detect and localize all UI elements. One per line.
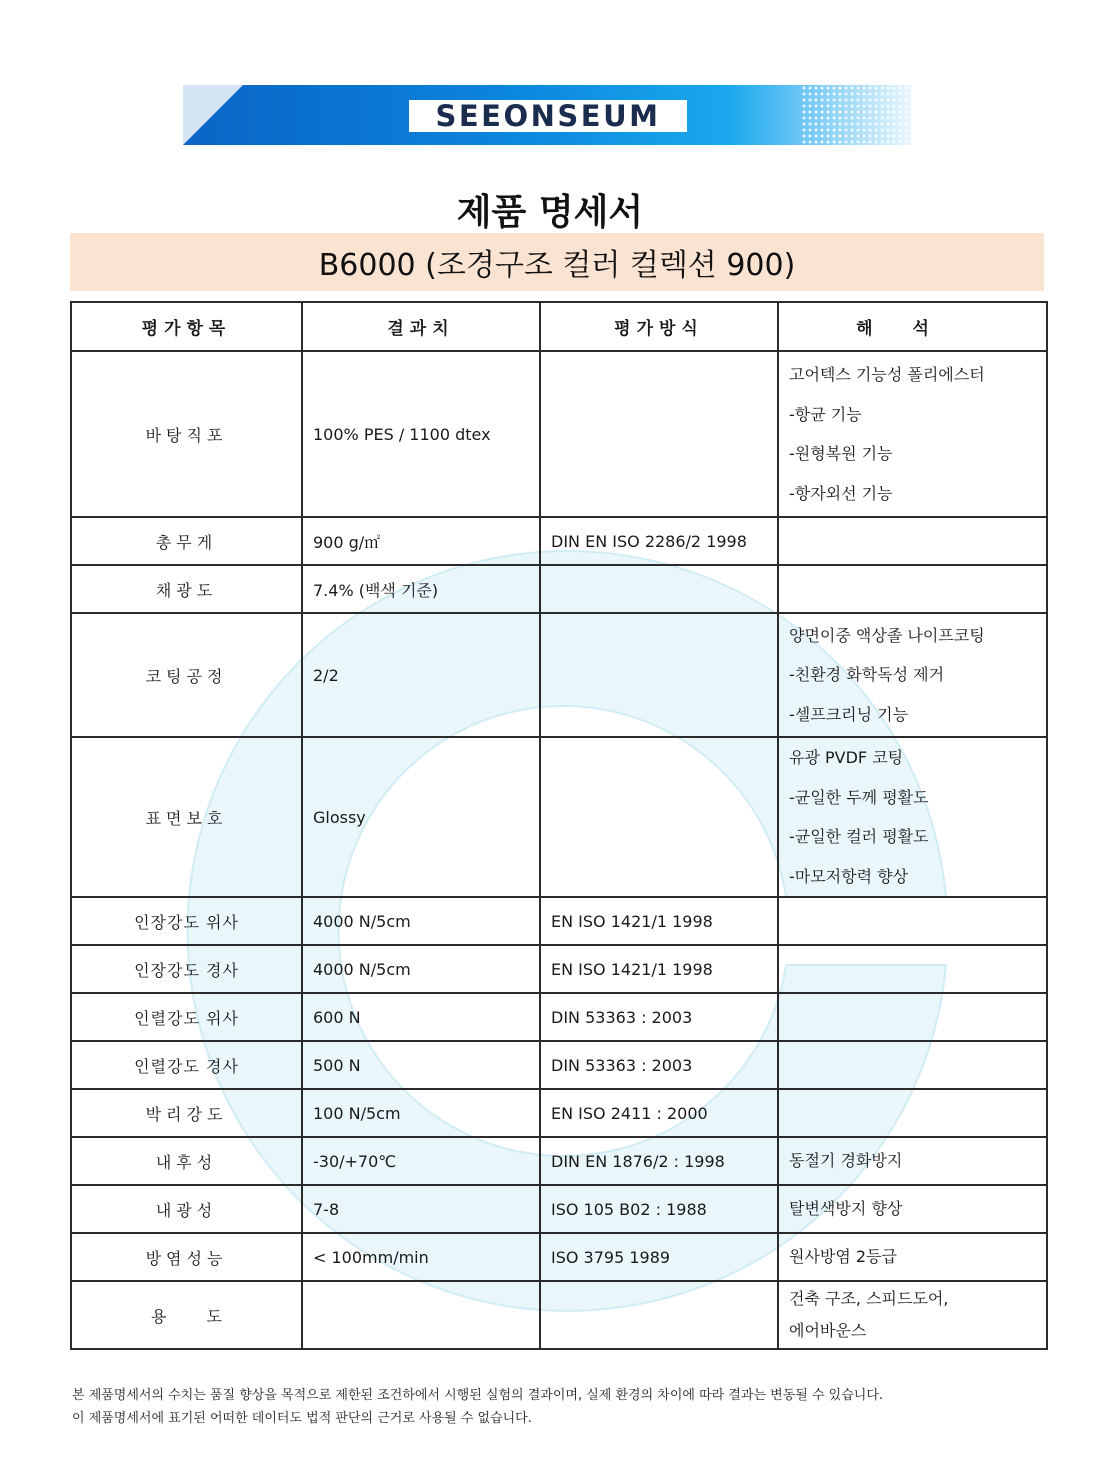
note-line: -마모저항력 향상 <box>789 866 909 886</box>
product-name-bar <box>70 233 1044 291</box>
header-result: 결과치 <box>302 302 540 351</box>
row-notes <box>778 897 1047 945</box>
row-result: -30/+70℃ <box>302 1137 540 1185</box>
table-row <box>71 1137 1047 1185</box>
note-line: 유광 PVDF 코팅 <box>789 748 904 767</box>
row-item: 내광성 <box>71 1185 302 1233</box>
table-row <box>71 993 1047 1041</box>
note-line: -균일한 두께 평활도 <box>789 787 929 807</box>
row-result: 900 g/㎡ <box>302 517 540 565</box>
table-row <box>71 351 1047 517</box>
note-line: -친환경 화학독성 제거 <box>789 665 945 685</box>
table-row <box>71 1185 1047 1233</box>
row-notes <box>778 1233 1047 1281</box>
note-line: 건축 구조, 스피드도어, <box>789 1289 949 1308</box>
row-method <box>540 737 778 897</box>
table-row <box>71 897 1047 945</box>
note-line: -항균 기능 <box>789 404 862 424</box>
brand-logo-text: SEEONSEUM <box>435 99 661 133</box>
disclaimer <box>72 1384 1072 1430</box>
row-notes <box>778 565 1047 613</box>
row-notes <box>778 351 1047 517</box>
row-notes <box>778 1185 1047 1233</box>
table-row <box>71 613 1047 737</box>
note-line: 원사방염 2등급 <box>789 1247 898 1267</box>
table-row <box>71 1281 1047 1349</box>
row-result: 500 N <box>302 1041 540 1089</box>
row-result: 600 N <box>302 993 540 1041</box>
row-method <box>540 1281 778 1349</box>
row-method: DIN EN 1876/2 : 1998 <box>540 1137 778 1185</box>
row-result: 7-8 <box>302 1185 540 1233</box>
row-method: ISO 105 B02 : 1988 <box>540 1185 778 1233</box>
row-item: 내후성 <box>71 1137 302 1185</box>
disclaimer-line: 본 제품명세서의 수치는 품질 향상을 목적으로 제한된 조건하에서 시행된 실험의 결과이며, 실제 환경의 차이에 따라 결과는 변동될 수 있습니다. <box>72 1388 884 1403</box>
row-item: 방염성능 <box>71 1233 302 1281</box>
disclaimer-line: 이 제품명세서에 표기된 어떠한 데이터도 법적 판단의 근거로 사용될 수 없습니다. <box>72 1411 532 1426</box>
row-notes <box>778 613 1047 737</box>
table-row <box>71 945 1047 993</box>
table-row <box>71 1233 1047 1281</box>
row-notes <box>778 737 1047 897</box>
row-item: 인장강도 위사 <box>71 897 302 945</box>
table-header-row <box>71 302 1047 351</box>
row-notes <box>778 993 1047 1041</box>
note-line: 동절기 경화방지 <box>789 1151 903 1171</box>
table-row <box>71 737 1047 897</box>
header-item: 평가항목 <box>71 302 302 351</box>
note-line: 고어텍스 기능성 폴리에스터 <box>789 365 985 384</box>
row-item: 용도 <box>71 1281 302 1349</box>
row-method: EN ISO 1421/1 1998 <box>540 897 778 945</box>
row-result: < 100mm/min <box>302 1233 540 1281</box>
banner-dot-pattern <box>801 85 911 145</box>
note-line: -원형복원 기능 <box>789 444 893 463</box>
table-row <box>71 517 1047 565</box>
table-row <box>71 565 1047 613</box>
row-item: 인장강도 경사 <box>71 945 302 993</box>
banner-page-curl <box>183 85 243 145</box>
row-notes <box>778 1041 1047 1089</box>
row-method: DIN 53363 : 2003 <box>540 993 778 1041</box>
row-notes <box>778 1089 1047 1137</box>
note-line: -균일한 컬러 평활도 <box>789 827 929 846</box>
row-method <box>540 613 778 737</box>
row-item: 코팅공정 <box>71 613 302 737</box>
row-result: 7.4% (백색 기준) <box>302 565 540 613</box>
header-notes: 해석 <box>778 302 1047 351</box>
row-item: 표면보호 <box>71 737 302 897</box>
row-result: 4000 N/5cm <box>302 945 540 993</box>
row-item: 인렬강도 위사 <box>71 993 302 1041</box>
document-title: 제품 명세서 <box>456 192 644 233</box>
row-method: ISO 3795 1989 <box>540 1233 778 1281</box>
row-notes <box>778 945 1047 993</box>
brand-banner <box>183 85 911 145</box>
row-notes <box>778 1137 1047 1185</box>
note-line: 양면이중 액상졸 나이프코팅 <box>789 625 985 645</box>
header-method: 평가방식 <box>540 302 778 351</box>
product-name: B6000 (조경구조 컬러 컬렉션 900) <box>318 248 796 283</box>
brand-logo <box>409 100 687 132</box>
row-method <box>540 565 778 613</box>
row-item: 바탕직포 <box>71 351 302 517</box>
row-method: DIN 53363 : 2003 <box>540 1041 778 1089</box>
row-method: EN ISO 1421/1 1998 <box>540 945 778 993</box>
table-row <box>71 1089 1047 1137</box>
row-result <box>302 1281 540 1349</box>
row-method: EN ISO 2411 : 2000 <box>540 1089 778 1137</box>
row-method <box>540 351 778 517</box>
row-result: Glossy <box>302 737 540 897</box>
row-notes <box>778 1281 1047 1349</box>
row-result: 100% PES / 1100 dtex <box>302 351 540 517</box>
table-row <box>71 1041 1047 1089</box>
row-item: 박리강도 <box>71 1089 302 1137</box>
row-result: 2/2 <box>302 613 540 737</box>
row-item: 총무게 <box>71 517 302 565</box>
note-line: -항자외선 기능 <box>789 483 893 503</box>
row-result: 100 N/5cm <box>302 1089 540 1137</box>
row-result: 4000 N/5cm <box>302 897 540 945</box>
row-item: 채광도 <box>71 565 302 613</box>
row-item: 인렬강도 경사 <box>71 1041 302 1089</box>
note-line: 탈변색방지 향상 <box>789 1199 903 1219</box>
row-notes <box>778 517 1047 565</box>
row-method: DIN EN ISO 2286/2 1998 <box>540 517 778 565</box>
spec-table <box>70 301 1048 1350</box>
note-line: -셀프크리닝 기능 <box>789 704 909 724</box>
note-line: 에어바운스 <box>789 1321 867 1340</box>
